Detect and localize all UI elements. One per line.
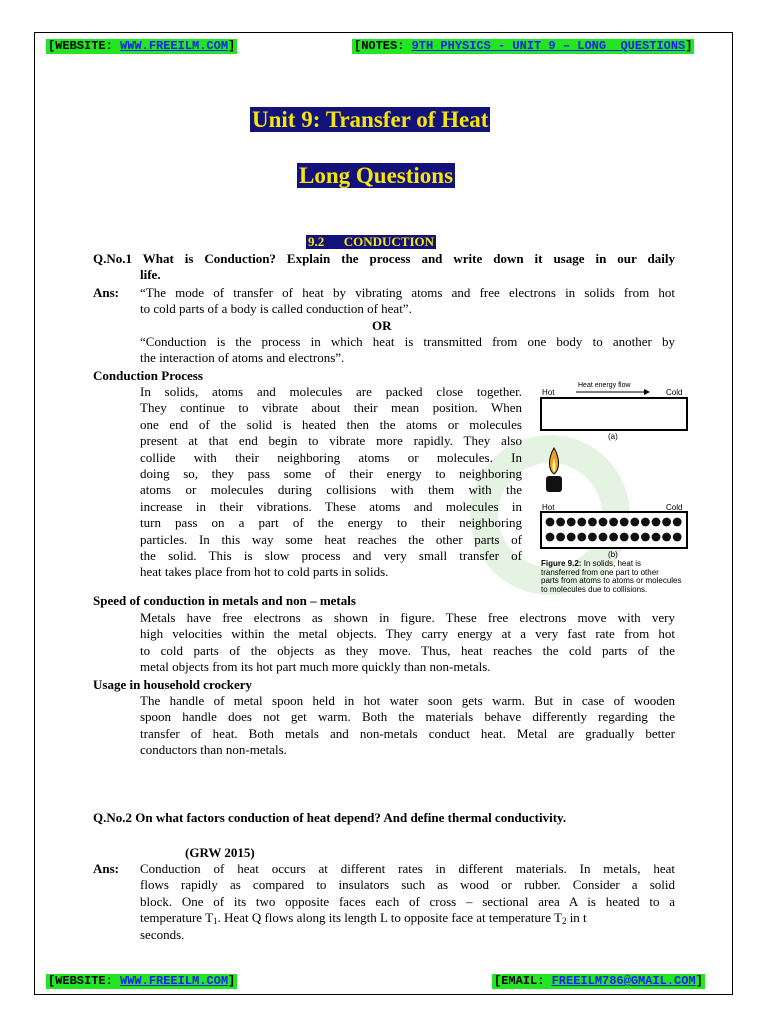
section-heading: 9.2 CONDUCTION [308, 234, 435, 249]
email-link[interactable]: FREEILM786@GMAIL.COM [551, 974, 696, 988]
atom [652, 518, 661, 527]
atom [567, 518, 576, 527]
q2-reference: (GRW 2015) [185, 845, 255, 860]
usage-heading: Usage in household crockery [93, 677, 253, 692]
q1-question-line1: Q.No.1 What is Conduction? Explain the process and write down it usage in our daily [93, 251, 675, 266]
atom [641, 518, 650, 527]
atom [577, 533, 586, 542]
solid-bar-b [541, 512, 687, 548]
q1-question-line2: life. [140, 267, 161, 282]
flow-arrowhead [644, 389, 650, 395]
q1-alt-answer: “Conduction is the process in which heat is transmitted from one body to another by the interaction of atoms and electrons”. [140, 334, 675, 366]
q2-answer: Conduction of heat occurs at different rates in different materials. In metals, heat flows rapidly as compared to insulators such as wood or rubber. Consider a solid block. One of its two opposite faces each of cross – sectional area A is heated to a temperature $T_1$. Heat Q flows along its length L to opposite face at temperature $T_2$ in t seconds. [140, 861, 675, 942]
speed-heading: Speed of conduction in metals and non – metals [93, 593, 356, 608]
or-separator: OR [372, 318, 392, 333]
atom [652, 533, 661, 542]
header-notes: [NOTES: 9TH PHYSICS - UNIT 9 – LONG QUESTIONS] [354, 39, 693, 53]
page-subtitle: Long Questions [299, 163, 454, 188]
atom [620, 518, 629, 527]
footer-website: [WEBSITE: WWW.FREEILM.COM] [48, 974, 236, 988]
usage-paragraph: The handle of metal spoon held in hot water soon gets warm. But in case of wooden spoon handle does not get warm. Both the materials behave differently regarding the transfer of heat. Both metals and non-metals conduct heat. Metal are gradually better conductors than non-metals. [140, 693, 675, 758]
atom [609, 518, 618, 527]
atom [641, 533, 650, 542]
q1-ans-label: Ans: [93, 285, 120, 300]
atom [556, 518, 565, 527]
figure-caption: Figure 9.2: In solids, heat is transferred from one part to other parts from atoms to atoms or molecules to molecules due to collisions. [541, 559, 682, 594]
atom [630, 533, 639, 542]
fig-cold-label-a: Cold [666, 388, 683, 397]
atom [673, 518, 682, 527]
atom [630, 518, 639, 527]
atom [546, 518, 555, 527]
atom [662, 533, 671, 542]
fig-hot-label-a: Hot [542, 388, 555, 397]
website-link[interactable]: WWW.FREEILM.COM [120, 39, 229, 53]
fig-label-a: (a) [608, 432, 618, 441]
atom [567, 533, 576, 542]
atom [599, 533, 608, 542]
conduction-figure [540, 384, 690, 564]
notes-link[interactable]: 9TH PHYSICS - UNIT 9 – LONG QUESTIONS [411, 39, 686, 53]
solid-bar-a [541, 398, 687, 430]
atom [599, 518, 608, 527]
atom [662, 518, 671, 527]
fig-hot-label-b: Hot [542, 503, 555, 512]
process-paragraph: In solids, atoms and molecules are packed close together. They continue to vibrate about their mean position. When one end of the solid is heated then the atoms or molecules present at that end begin to vibrate more rapidly. They also collide with their neighboring atoms or molecules. In doing so, they pass some of their energy to neighboring atoms or molecules during collisions with them with the increase in their vibrations. These atoms and molecules in turn pass on a part of the energy to their neighboring particles. In this way some heat reaches the other parts of the solid. This is slow process and very small transfer of heat takes place from hot to cold parts in solids. [140, 384, 522, 580]
atom [546, 533, 555, 542]
footer-website-link[interactable]: WWW.FREEILM.COM [120, 974, 229, 988]
fig-cold-label-b: Cold [666, 503, 683, 512]
atom [588, 518, 597, 527]
fig-label-b: (b) [608, 550, 618, 559]
fig-flow-label: Heat energy flow [578, 382, 631, 389]
atom [620, 533, 629, 542]
atom [609, 533, 618, 542]
footer-email: [EMAIL: FREEILM786@GMAIL.COM] [494, 974, 703, 988]
q2-ans-label: Ans: [93, 861, 120, 876]
atom [588, 533, 597, 542]
burner-icon [546, 476, 562, 492]
atom [673, 533, 682, 542]
atom [577, 518, 586, 527]
speed-paragraph: Metals have free electrons as shown in figure. These free electrons move with very high velocities within the metal objects. They carry energy at a very fast rate from hot to cold parts of the objects as they move. Thus, heat reaches the cold parts of the metal objects from its hot part much more quickly than non-metals. [140, 610, 675, 675]
page-title: Unit 9: Transfer of Heat [252, 107, 489, 132]
q1-answer: “The mode of transfer of heat by vibrating atoms and free electrons in solids from hot to cold parts of a body is called conduction of heat”. [140, 285, 675, 317]
process-heading: Conduction Process [93, 368, 203, 383]
atom [556, 533, 565, 542]
q2-question: Q.No.2 On what factors conduction of heat depend? And define thermal conductivity. [93, 810, 567, 825]
header-website: [WEBSITE: WWW.FREEILM.COM] [48, 39, 236, 53]
